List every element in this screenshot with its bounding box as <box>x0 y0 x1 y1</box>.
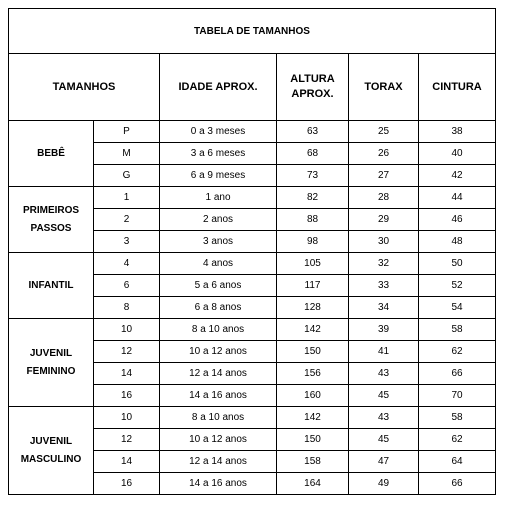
size-cell: G <box>94 165 160 187</box>
chest-cell: 34 <box>349 297 419 319</box>
waist-cell: 46 <box>419 209 496 231</box>
age-cell: 5 a 6 anos <box>160 275 277 297</box>
size-cell: 16 <box>94 385 160 407</box>
age-cell: 1 ano <box>160 187 277 209</box>
age-cell: 12 a 14 anos <box>160 451 277 473</box>
size-cell: 14 <box>94 363 160 385</box>
waist-cell: 40 <box>419 143 496 165</box>
age-cell: 3 anos <box>160 231 277 253</box>
header-height-line2: APROX. <box>291 88 334 100</box>
waist-cell: 54 <box>419 297 496 319</box>
table-row <box>9 407 496 429</box>
group-label <box>9 253 94 319</box>
group-label-line1: PRIMEIROS <box>22 204 80 216</box>
chest-cell: 27 <box>349 165 419 187</box>
height-cell: 105 <box>277 253 349 275</box>
chest-cell: 25 <box>349 121 419 143</box>
waist-cell: 70 <box>419 385 496 407</box>
chest-cell: 45 <box>349 385 419 407</box>
size-cell: 16 <box>94 473 160 495</box>
chest-cell: 29 <box>349 209 419 231</box>
height-cell: 142 <box>277 319 349 341</box>
size-cell: 10 <box>94 319 160 341</box>
header-waist: CINTURA <box>419 54 496 121</box>
group-label-line2: FEMININO <box>26 365 76 377</box>
height-cell: 82 <box>277 187 349 209</box>
height-cell: 142 <box>277 407 349 429</box>
height-cell: 88 <box>277 209 349 231</box>
height-cell: 160 <box>277 385 349 407</box>
height-cell: 128 <box>277 297 349 319</box>
age-cell: 3 a 6 meses <box>160 143 277 165</box>
chest-cell: 47 <box>349 451 419 473</box>
waist-cell: 48 <box>419 231 496 253</box>
group-label <box>9 187 94 253</box>
height-cell: 68 <box>277 143 349 165</box>
table-row <box>9 121 496 143</box>
waist-cell: 50 <box>419 253 496 275</box>
header-height <box>277 54 349 121</box>
group-label-line1: INFANTIL <box>28 279 74 291</box>
height-cell: 63 <box>277 121 349 143</box>
size-cell: 4 <box>94 253 160 275</box>
chest-cell: 32 <box>349 253 419 275</box>
header-age: IDADE APROX. <box>160 54 277 121</box>
header-height-line1: ALTURA <box>290 73 335 85</box>
chest-cell: 41 <box>349 341 419 363</box>
size-cell: 10 <box>94 407 160 429</box>
waist-cell: 52 <box>419 275 496 297</box>
age-cell: 8 a 10 anos <box>160 319 277 341</box>
age-cell: 10 a 12 anos <box>160 429 277 451</box>
group-label <box>9 319 94 407</box>
height-cell: 158 <box>277 451 349 473</box>
size-cell: 1 <box>94 187 160 209</box>
group-label <box>9 121 94 187</box>
group-label-line2: PASSOS <box>30 222 72 234</box>
size-cell: 14 <box>94 451 160 473</box>
header-row <box>9 54 496 121</box>
table-row <box>9 253 496 275</box>
waist-cell: 66 <box>419 473 496 495</box>
chest-cell: 39 <box>349 319 419 341</box>
size-cell: P <box>94 121 160 143</box>
chest-cell: 49 <box>349 473 419 495</box>
size-cell: 12 <box>94 341 160 363</box>
waist-cell: 42 <box>419 165 496 187</box>
size-cell: 8 <box>94 297 160 319</box>
age-cell: 6 a 8 anos <box>160 297 277 319</box>
chest-cell: 45 <box>349 429 419 451</box>
size-cell: 3 <box>94 231 160 253</box>
chest-cell: 28 <box>349 187 419 209</box>
age-cell: 2 anos <box>160 209 277 231</box>
header-chest: TORAX <box>349 54 419 121</box>
size-cell: 6 <box>94 275 160 297</box>
group-label-line2: MASCULINO <box>20 453 82 465</box>
age-cell: 10 a 12 anos <box>160 341 277 363</box>
header-size: TAMANHOS <box>9 54 160 121</box>
height-cell: 150 <box>277 341 349 363</box>
size-table <box>8 8 496 495</box>
chest-cell: 33 <box>349 275 419 297</box>
waist-cell: 64 <box>419 451 496 473</box>
table-row <box>9 319 496 341</box>
height-cell: 98 <box>277 231 349 253</box>
waist-cell: 38 <box>419 121 496 143</box>
age-cell: 4 anos <box>160 253 277 275</box>
table-title: TABELA DE TAMANHOS <box>9 9 496 54</box>
waist-cell: 66 <box>419 363 496 385</box>
group-label <box>9 407 94 495</box>
chest-cell: 30 <box>349 231 419 253</box>
size-cell: 12 <box>94 429 160 451</box>
height-cell: 73 <box>277 165 349 187</box>
group-label-line1: JUVENIL <box>29 435 73 447</box>
size-cell: 2 <box>94 209 160 231</box>
chest-cell: 43 <box>349 363 419 385</box>
age-cell: 14 a 16 anos <box>160 385 277 407</box>
size-table-container <box>8 8 496 495</box>
group-label-line1: JUVENIL <box>29 347 73 359</box>
age-cell: 8 a 10 anos <box>160 407 277 429</box>
age-cell: 0 a 3 meses <box>160 121 277 143</box>
waist-cell: 62 <box>419 341 496 363</box>
age-cell: 14 a 16 anos <box>160 473 277 495</box>
height-cell: 156 <box>277 363 349 385</box>
height-cell: 117 <box>277 275 349 297</box>
height-cell: 164 <box>277 473 349 495</box>
group-label-line1: BEBÊ <box>37 147 65 159</box>
table-row <box>9 187 496 209</box>
age-cell: 6 a 9 meses <box>160 165 277 187</box>
waist-cell: 44 <box>419 187 496 209</box>
waist-cell: 62 <box>419 429 496 451</box>
waist-cell: 58 <box>419 407 496 429</box>
height-cell: 150 <box>277 429 349 451</box>
size-cell: M <box>94 143 160 165</box>
chest-cell: 26 <box>349 143 419 165</box>
age-cell: 12 a 14 anos <box>160 363 277 385</box>
waist-cell: 58 <box>419 319 496 341</box>
chest-cell: 43 <box>349 407 419 429</box>
